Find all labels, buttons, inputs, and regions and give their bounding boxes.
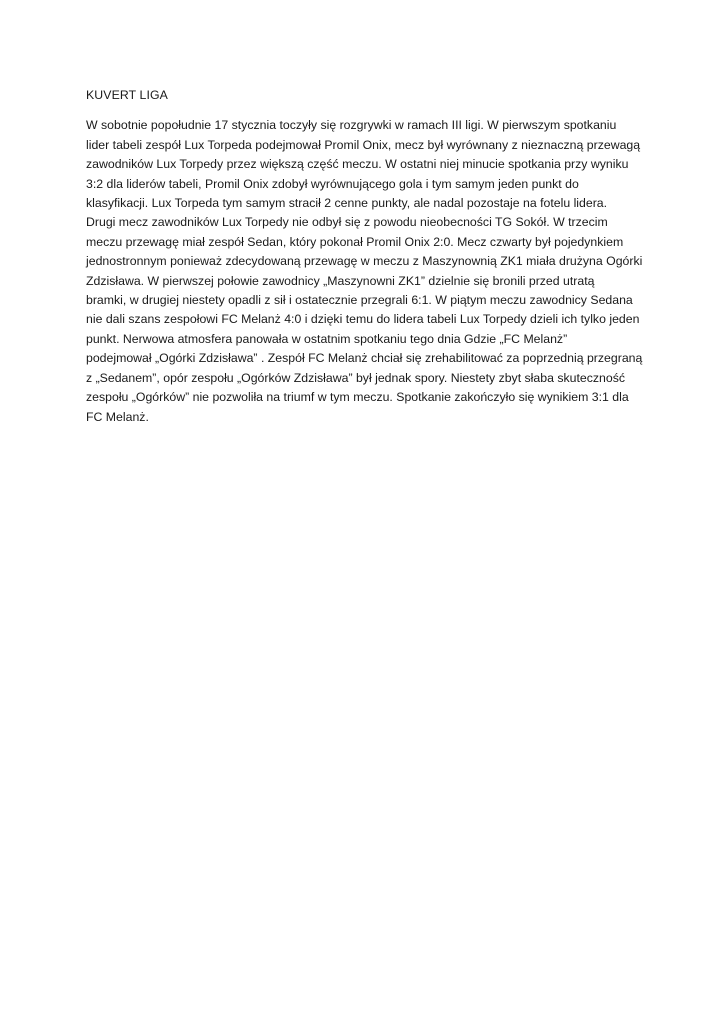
paragraph-line: zespołu „Ogórków” nie pozwoliła na triumf w tym meczu. Spotkanie zakończyło się wynikiem 3:1 dla [86,390,629,405]
paragraph-line: z „Sedanem”, opór zespołu „Ogórków Zdzisława” był jednak spory. Niestety zbyt słaba skuteczność [86,370,626,385]
paragraph-line: meczu przewagę miał zespół Sedan, który pokonał Promil Onix 2:0. Mecz czwarty był pojedynkiem [86,234,624,249]
paragraph-line: zawodników Lux Torpedy przez większą część meczu. W ostatni niej minucie spotkania przy wyniku [86,157,629,172]
paragraph-line: klasyfikacji. Lux Torpeda tym samym stracił 2 cenne punkty, ale nadal pozostaje na fotelu lidera. [86,196,608,211]
paragraph-line: punkt. Nerwowa atmosfera panowała w ostatnim spotkaniu tego dnia Gdzie „FC Melanż” [86,331,568,346]
paragraph-line: 3:2 dla liderów tabeli, Promil Onix zdobył wyrównującego gola i tym samym jeden punkt do [86,176,579,191]
paragraph-line: nie dali szans zespołowi FC Melanż 4:0 i dzięki temu do lidera tabeli Lux Torpedy dzieli ich tylko jeden [86,312,640,327]
paragraph-line: jednostronnym ponieważ zdecydowaną przewagę w meczu z Maszynownią ZK1 miała drużyna Ogórki [86,254,643,269]
document-content [86,86,646,427]
document-title: KUVERT LIGA [86,88,168,102]
document-paragraph [86,116,646,427]
paragraph-line: podejmował „Ogórki Zdzisława” . Zespół FC Melanż chciał się zrehabilitować za poprzednią przegraną [86,351,643,366]
paragraph-line: Zdzisława. W pierwszej połowie zawodnicy „Maszynowni ZK1” dzielnie się bronili przed utratą [86,273,595,288]
paragraph-line: bramki, w drugiej niestety opadli z sił i ostatecznie przegrali 6:1. W piątym meczu zawodnicy Sedana [86,293,633,308]
paragraph-line: Drugi mecz zawodników Lux Torpedy nie odbył się z powodu nieobecności TG Sokół. W trzecim [86,215,608,230]
paragraph-line: FC Melanż. [86,409,149,424]
paragraph-line: lider tabeli zespół Lux Torpeda podejmował Promil Onix, mecz był wyrównany z nieznaczną przewagą [86,137,641,152]
paragraph-line: W sobotnie popołudnie 17 stycznia toczyły się rozgrywki w ramach III ligi. W pierwszym spotkaniu [86,118,617,133]
